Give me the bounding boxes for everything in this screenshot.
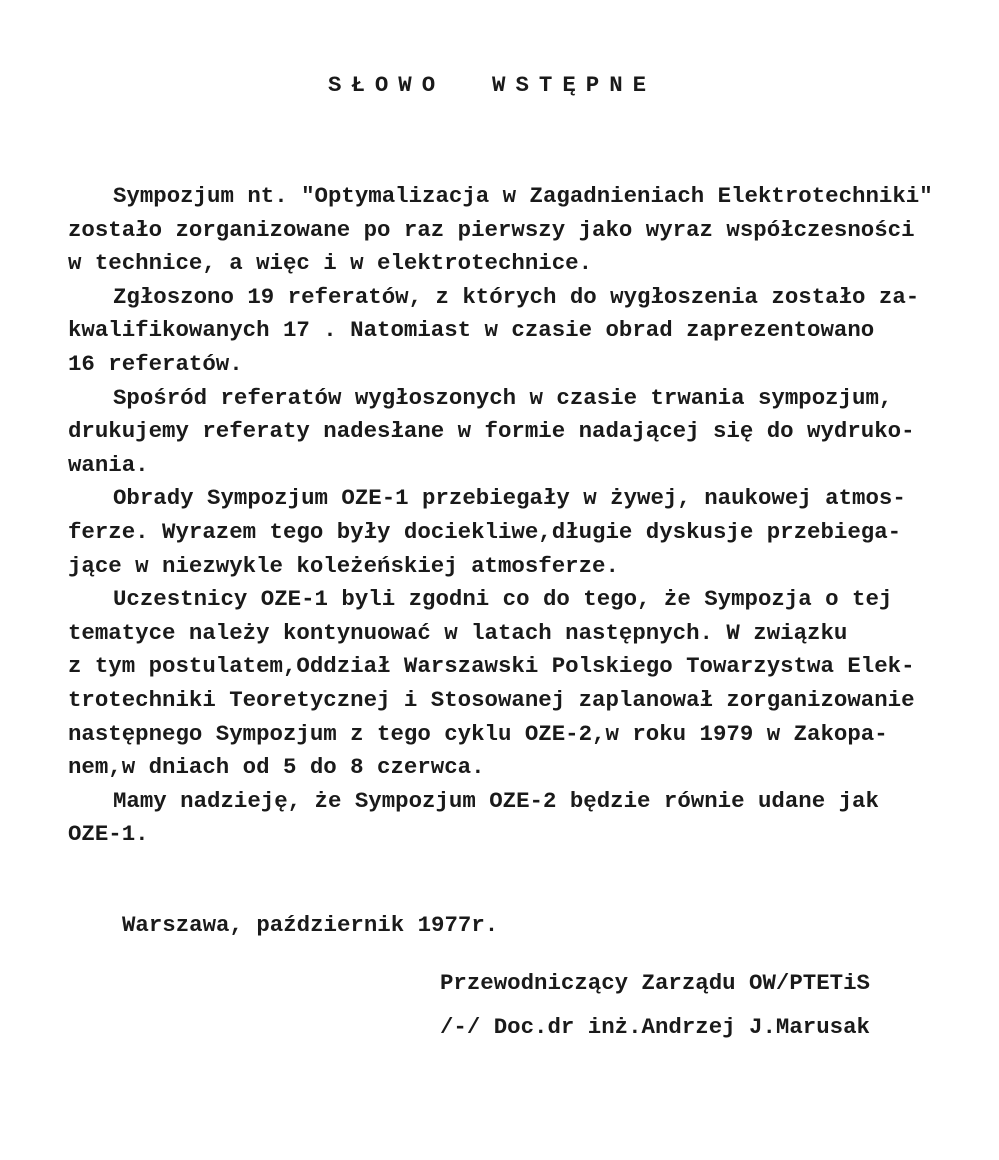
paragraph: [68, 180, 968, 281]
text-line: kwalifikowanych 17 . Natomiast w czasie obrad zaprezentowano: [68, 317, 875, 344]
signature-name: /-/ Doc.dr inż.Andrzej J.Marusak: [440, 1014, 870, 1040]
paragraph: [68, 482, 968, 583]
text-line: trotechniki Teoretycznej i Stosowanej zaplanował zorganizowanie: [68, 686, 915, 713]
text-line: Zgłoszono 19 referatów, z których do wygłoszenia zostało za-: [113, 283, 920, 310]
text-line: 16 referatów.: [68, 350, 243, 377]
paragraph: [68, 281, 968, 382]
document-body: [68, 180, 968, 852]
text-line: tematyce należy kontynuować w latach następnych. W związku: [68, 619, 848, 646]
signature-role: Przewodniczący Zarządu OW/PTETiS: [440, 970, 870, 996]
text-line: jące w niezwykle koleżeńskiej atmosferze.: [68, 552, 619, 579]
text-line: Spośród referatów wygłoszonych w czasie trwania sympozjum,: [113, 384, 893, 411]
text-line: w technice, a więc i w elektrotechnice.: [68, 250, 593, 277]
text-line: zostało zorganizowane po raz pierwszy jako wyraz współczesności: [68, 216, 915, 243]
text-line: wania.: [68, 451, 149, 478]
text-line: OZE-1.: [68, 821, 149, 848]
paragraph: [68, 785, 968, 852]
text-line: Mamy nadzieję, że Sympozjum OZE-2 będzie równie udane jak: [113, 787, 879, 814]
text-line: drukujemy referaty nadesłane w formie nadającej się do wydruko-: [68, 418, 915, 445]
text-line: następnego Sympozjum z tego cyklu OZE-2,w roku 1979 w Zakopa-: [68, 720, 888, 747]
place-date: Warszawa, październik 1977r.: [122, 912, 499, 938]
text-line: z tym postulatem,Oddział Warszawski Polskiego Towarzystwa Elek-: [68, 653, 915, 680]
paragraph: [68, 382, 968, 483]
text-line: Obrady Sympozjum OZE-1 przebiegały w żywej, naukowej atmos-: [113, 485, 906, 512]
text-line: Uczestnicy OZE-1 byli zgodni co do tego, że Sympozja o tej: [113, 586, 893, 613]
text-line: ferze. Wyrazem tego były dociekliwe,długie dyskusje przebiega-: [68, 518, 902, 545]
text-line: Sympozjum nt. "Optymalizacja w Zagadnieniach Elektrotechniki": [113, 183, 933, 209]
paragraph: [68, 583, 968, 785]
text-line: nem,w dniach od 5 do 8 czerwca.: [68, 754, 485, 781]
page-title: SŁOWO WSTĘPNE: [328, 72, 657, 98]
